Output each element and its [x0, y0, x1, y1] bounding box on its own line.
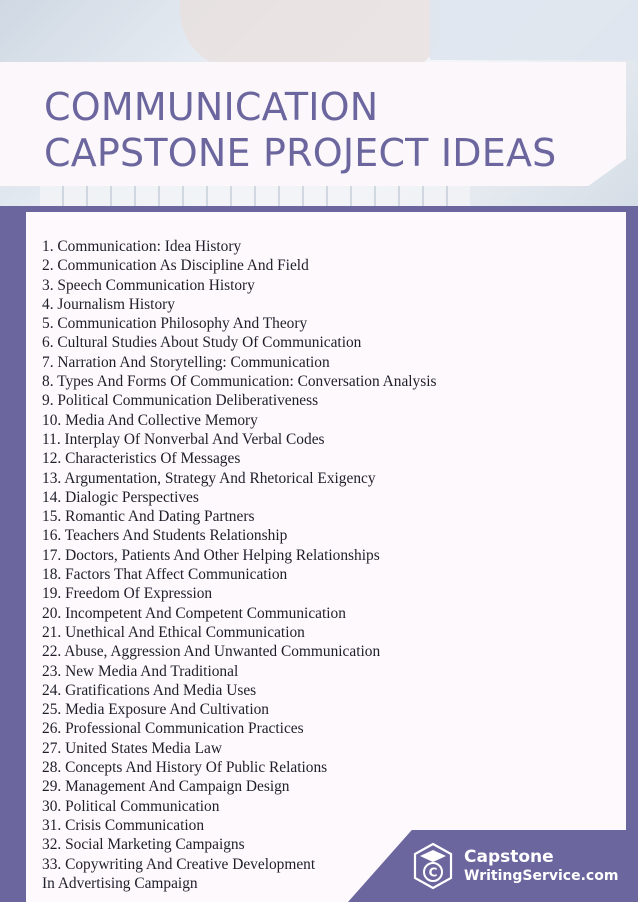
list-item: 8. Types And Forms Of Communication: Conversation Analysis: [42, 373, 437, 391]
list-item: 29. Management And Campaign Design: [42, 778, 290, 796]
list-item: 23. New Media And Traditional: [42, 662, 239, 680]
list-item: 17. Doctors, Patients And Other Helping Relationships: [42, 546, 380, 564]
list-item: 21. Unethical And Ethical Communication: [42, 623, 305, 641]
list-item: 33. Copywriting And Creative Development: [42, 855, 316, 873]
list-item: 14. Dialogic Perspectives: [42, 488, 199, 506]
brand-text: [464, 847, 618, 885]
graduation-cap-shield-icon: [412, 842, 454, 890]
list-item: 10. Media And Collective Memory: [42, 411, 258, 429]
title-line-1: COMMUNICATION: [44, 85, 379, 129]
list-item: 3. Speech Communication History: [42, 276, 255, 294]
list-item: 25. Media Exposure And Cultivation: [42, 701, 269, 719]
list-item: 2. Communication As Discipline And Field: [42, 257, 309, 275]
list-item: 12. Characteristics Of Messages: [42, 450, 241, 468]
list-item: 24. Gratifications And Media Uses: [42, 681, 257, 699]
list-item: 16. Teachers And Students Relationship: [42, 527, 288, 545]
list-item: 1. Communication: Idea History: [42, 238, 242, 255]
list-item: 26. Professional Communication Practices: [42, 720, 304, 738]
brand-logo[interactable]: [412, 838, 618, 894]
list-item: 18. Factors That Affect Communication: [42, 566, 288, 584]
list-item: 22. Abuse, Aggression And Unwanted Communication: [42, 643, 381, 661]
list-item: 5. Communication Philosophy And Theory: [42, 315, 308, 333]
list-item: 11. Interplay Of Nonverbal And Verbal Codes: [42, 430, 325, 448]
list-item: 20. Incompetent And Competent Communication: [42, 604, 346, 622]
list-item: 27. United States Media Law: [42, 739, 222, 757]
list-item: 32. Social Marketing Campaigns: [42, 836, 245, 854]
badge-letter: C: [428, 865, 438, 880]
list-item: 13. Argumentation, Strategy And Rhetorical Exigency: [42, 469, 376, 487]
list-item: 4. Journalism History: [42, 295, 175, 313]
list-item: 9. Political Communication Deliberativeness: [42, 392, 319, 410]
photo-shape: [430, 0, 638, 60]
list-item: 6. Cultural Studies About Study Of Communication: [42, 334, 362, 352]
ideas-list: [42, 237, 437, 893]
page-title: [44, 84, 556, 176]
list-item: 7. Narration And Storytelling: Communication: [42, 353, 330, 371]
photo-shape: [180, 0, 440, 70]
title-line-2: CAPSTONE PROJECT IDEAS: [44, 131, 557, 175]
list-item: 28. Concepts And History Of Public Relations: [42, 759, 328, 777]
brand-line-1: Capstone: [464, 847, 554, 867]
list-item: 31. Crisis Communication: [42, 816, 205, 834]
list-item: 19. Freedom Of Expression: [42, 585, 213, 603]
list-item: In Advertising Campaign: [42, 874, 198, 892]
brand-line-2: WritingService.com: [464, 868, 619, 884]
list-item: 30. Political Communication: [42, 797, 220, 815]
list-item: 15. Romantic And Dating Partners: [42, 508, 255, 526]
